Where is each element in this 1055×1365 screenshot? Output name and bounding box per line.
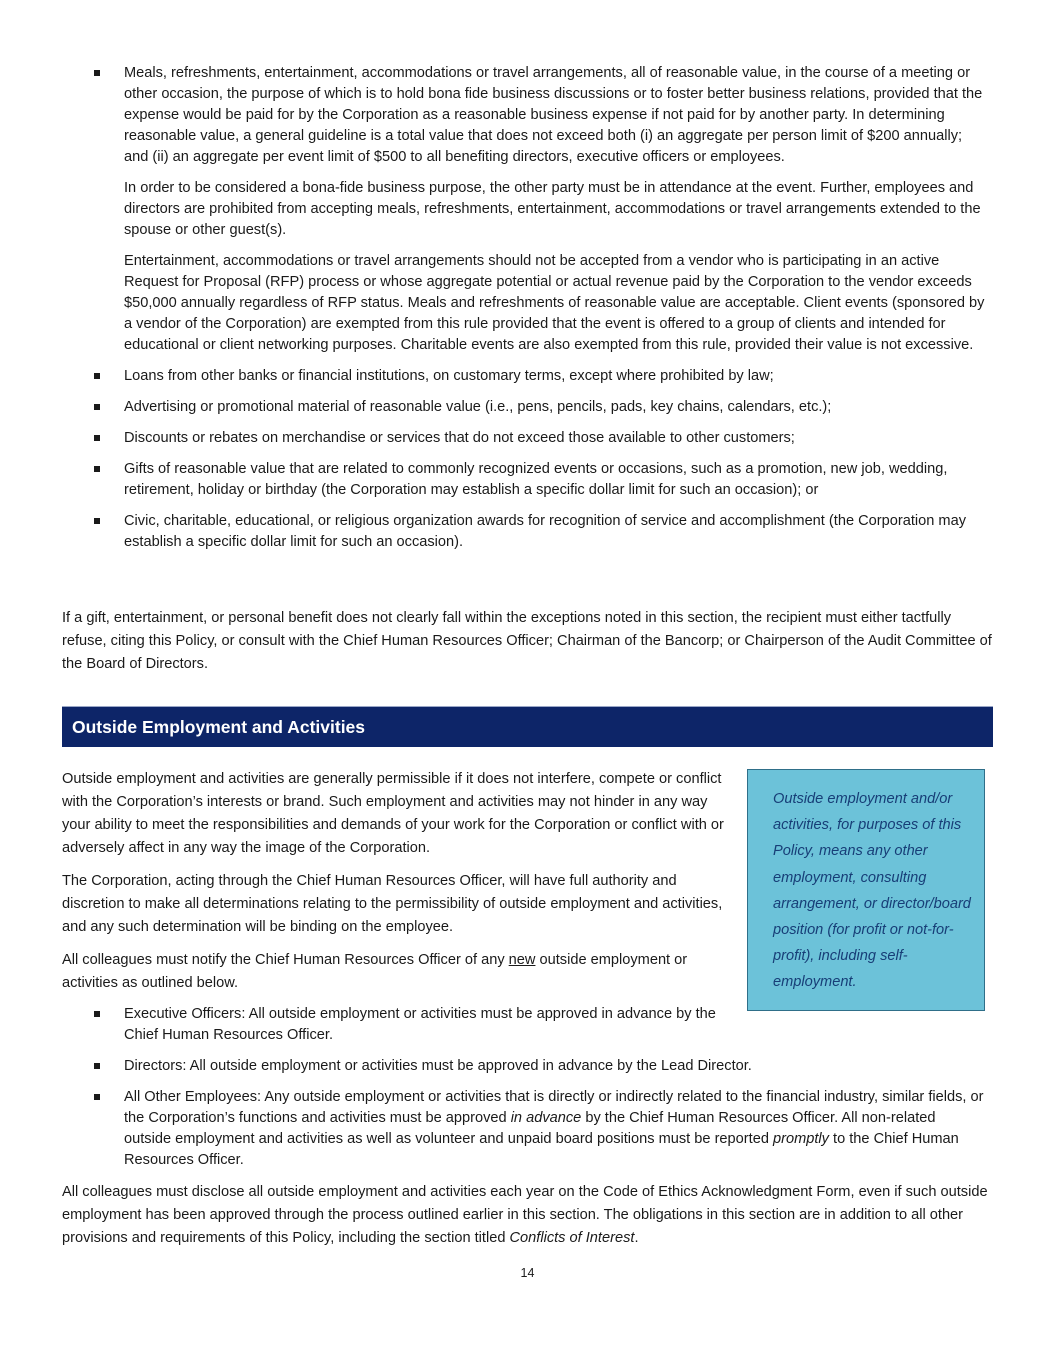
gift-exceptions-list — [0, 63, 985, 553]
para-3-start: All colleagues must notify the Chief Human Resources Officer of any — [62, 952, 509, 968]
promptly-italic: promptly — [773, 1131, 829, 1147]
closing-part-1: All colleagues must disclose all outside employment and activities each year on the Code of Ethics Acknowledgment Form, even if such outside employment has been approved through the process outlined earlier in this section. The obligations in this section are in addition to all other provisions and requirements of this Policy, including the section titled — [62, 1184, 988, 1246]
meals-paragraph-2: In order to be considered a bona-fide business purpose, the other party must be in attendance at the event. Further, employees and directors are prohibited from accepting meals, refreshments, entertainment, accommodations or travel arrangements extended to the spouse or other guest(s). — [124, 180, 981, 238]
bullet-icon — [94, 1063, 100, 1069]
callout-text: Outside employment and/or activities, for purposes of this Policy, means any other employment, consulting arrangement, or director/board position (for profit or not-for-profit), including self-employment. — [773, 791, 971, 991]
in-advance-italic: in advance — [510, 1110, 582, 1126]
bullet-icon — [94, 518, 100, 524]
loans-text: Loans from other banks or financial institutions, on customary terms, except where prohibited by law; — [124, 368, 774, 384]
section-intro — [62, 768, 737, 995]
bullet-icon — [94, 1094, 100, 1100]
outside-employment-list — [0, 1004, 985, 1171]
intro-paragraph-1: Outside employment and activities are generally permissible if it does not interfere, compete or conflict with the Corporation’s interests or brand. Such employment and activities may not hinder in any way your ability to meet the responsibilities and demands of your work for the Corporation or conflict with or adversely affect in any way the image of the Corporation. — [62, 771, 724, 856]
list-item-gifts — [0, 459, 985, 501]
bullet-icon — [94, 70, 100, 76]
bullet-icon — [94, 373, 100, 379]
list-item-meals — [0, 63, 985, 356]
meals-text: Meals, refreshments, entertainment, accommodations or travel arrangements, all of reasonable value, in the course of a meeting or other occasion, the purpose of which is to hold bona fide business discussions or to foster better business relations, provided that the expense would be paid for by the Corporation as a reasonable business expense if not paid for by another party. In determining reasonable value, a general guideline is a total value that does not exceed both (i) an aggregate per person limit of $200 annually; and (ii) an aggregate per event limit of $500 to all benefiting directors, executive officers or employees. — [124, 65, 983, 165]
section-closing-paragraph — [0, 1181, 997, 1250]
meals-paragraph-3: Entertainment, accommodations or travel arrangements should not be accepted from a vendor who is participating in an active Request for Proposal (RFP) process or whose aggregate potential or actual revenue paid by the Corporation to the vendor exceeds $50,000 annually regardless of RFP status. Meals and refreshments of reasonable value are acceptable. Client events (sponsored by a vendor of the Corporation) are exempted from this rule provided that the event is offered to a group of clients and intended for educational or client networking purposes. Charitable events are also exempted from this rule, provided their value is not excessive. — [124, 253, 985, 353]
discounts-text: Discounts or rebates on merchandise or services that do not exceed those available to other customers; — [124, 430, 795, 446]
bullet-icon — [94, 466, 100, 472]
intro-paragraph-2: The Corporation, acting through the Chief Human Resources Officer, will have full authority and discretion to make all determinations relating to the permissibility of outside employment and activities, and any such determination will be binding on the employee. — [62, 873, 723, 935]
section-title: Outside Employment and Activities — [72, 717, 366, 737]
advertising-text: Advertising or promotional material of reasonable value (i.e., pens, pencils, pads, key chains, calendars, etc.); — [124, 399, 832, 415]
gift-closing-paragraph: If a gift, entertainment, or personal benefit does not clearly fall within the exceptions noted in this section, the recipient must either tactfully refuse, citing this Policy, or consult with the Chief Human Resources Officer; Chairman of the Bancorp; or Chairperson of the Audit Committee of the Board of Directors. — [62, 610, 992, 672]
executive-text: Executive Officers: All outside employment or activities must be approved in advance by the Chief Human Resources Officer. — [124, 1006, 716, 1043]
bullet-icon — [94, 1011, 100, 1017]
list-item-loans — [0, 366, 985, 387]
page-number: 14 — [520, 1266, 535, 1280]
list-item-other-employees — [0, 1087, 985, 1171]
conflicts-of-interest-italic: Conflicts of Interest — [509, 1230, 635, 1246]
list-item-executive-officers — [0, 1004, 729, 1046]
list-item-directors — [0, 1056, 985, 1077]
para-3-end: outside employment or activities as outlined below. — [62, 952, 688, 991]
definition-callout — [747, 769, 985, 1011]
other-employees-text — [124, 1087, 985, 1171]
list-item-civic — [0, 511, 985, 553]
bullet-icon — [94, 435, 100, 441]
gifts-text: Gifts of reasonable value that are related to commonly recognized events or occasions, such as a promotion, new job, wedding, retirement, holiday or birthday (the Corporation may establish a specific dollar limit for such an occasion); or — [124, 461, 948, 498]
bullet-icon — [94, 404, 100, 410]
closing-end: . — [634, 1230, 639, 1246]
section-header — [62, 706, 993, 747]
others-part-3: to the Chief Human Resources Officer. — [124, 1131, 959, 1168]
others-part-2: by the Chief Human Resources Officer. All non-related outside employment and activities as well as volunteer and unpaid board positions must be reported — [124, 1110, 936, 1147]
new-underlined: new — [508, 952, 536, 968]
list-item-discounts — [0, 428, 985, 449]
list-item-advertising — [0, 397, 985, 418]
intro-paragraph-3 — [62, 949, 737, 995]
others-part-1: All Other Employees: Any outside employment or activities that is directly or indirectly related to the financial industry, similar fields, or the Corporation’s functions and activities must be approved — [124, 1089, 984, 1126]
civic-text: Civic, charitable, educational, or religious organization awards for recognition of service and accomplishment (the Corporation may establish a specific dollar limit for such an occasion). — [124, 513, 966, 550]
directors-text: Directors: All outside employment or activities must be approved in advance by the Lead Director. — [124, 1058, 752, 1074]
